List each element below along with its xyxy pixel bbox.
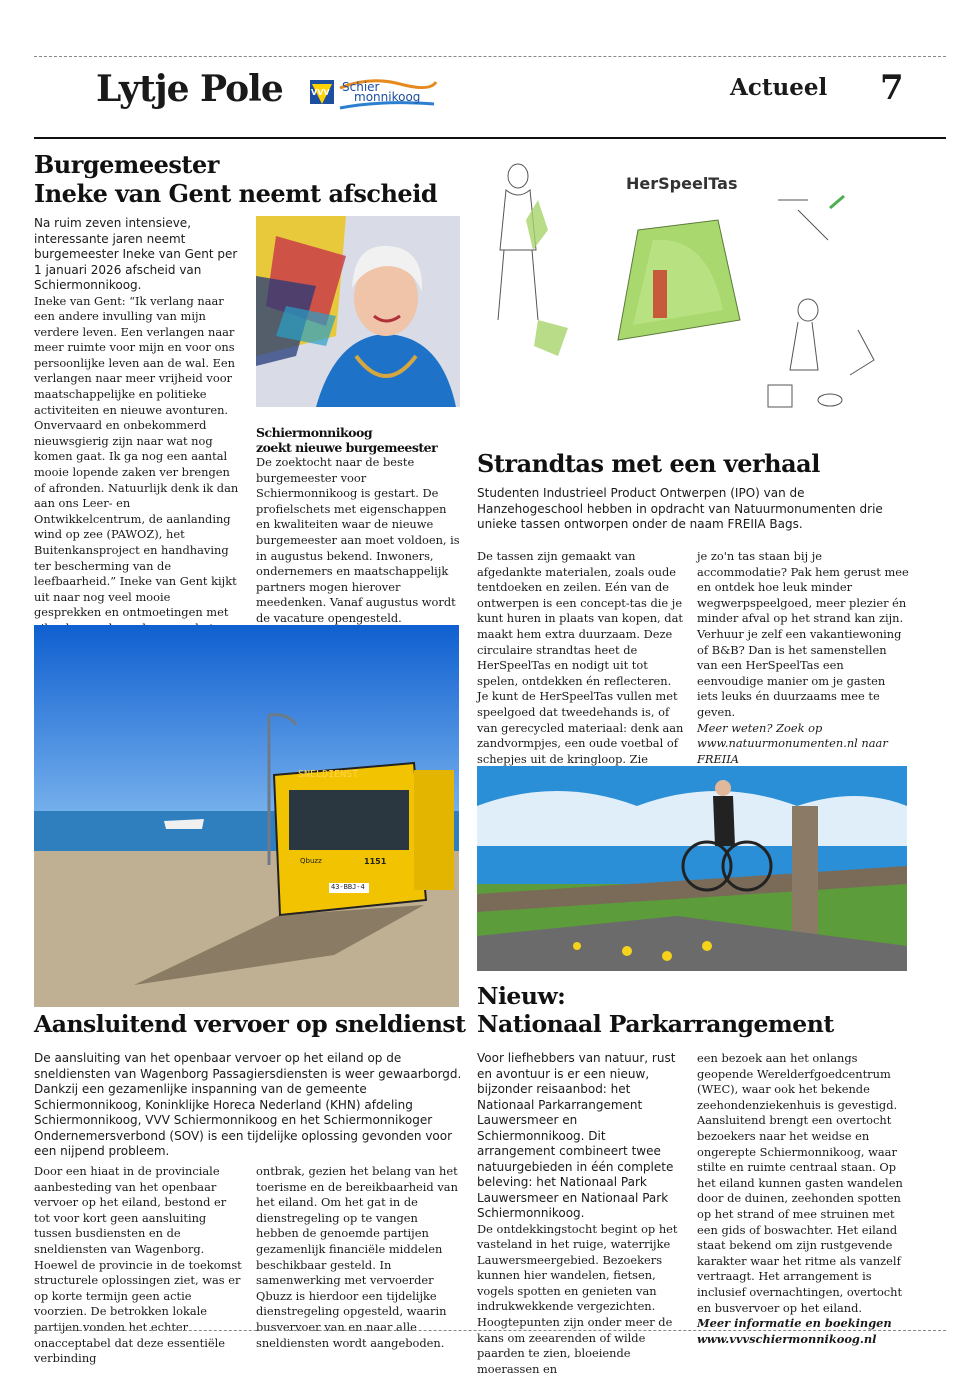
- mayor-photo: [256, 216, 460, 407]
- burgemeester-body: Ineke van Gent: “Ik verlang naar een andere invulling van mijn verdere leven. Een verlangen naar meer ruimte voor mijn en voor ons persoonlijke leven aan de wal. Een verlangen naar meer vrijheid voor maatschappelijke en politieke activiteiten en nieuwe avonturen. Onvervaard en onbekommerd nieuwsgierig zijn naar wat nog komen gaat. Ik ga nog een aantal mooie lopende zaken ver brengen of afronden. Natuurlijk denk ik dan aan ons Leer- en Ontwikkelcentrum, de aanlanding wind op zee (PAWOZ), het Buitenkansproject en handhaving ter bescherming van de leefbaarheid.” Ineke van Gent kijkt uit naar nog veel mooie gesprekken en ontmoetingen met: [34, 293, 239, 620]
- section-label: Actueel: [730, 74, 828, 101]
- herspeeltas-sketch: [478, 160, 910, 420]
- vervoer-col1: Door een hiaat in de provinciale aanbesteding van het openbaar vervoer op het eiland, bestond er tot voor kort geen aansluiting tussen busdiensten en de sneldiensten van Wagenborg. Hoewel de provincie in de toekomst structurele oplossingen ziet, was er op korte termijn geen actie voorzien. De betrokken lokale partijen vonden het echter onacceptabel dat deze essentiële verbinding: [34, 1164, 242, 1366]
- vvv-badge: VVV: [311, 88, 330, 97]
- schiermonnikoog-logo[interactable]: [310, 74, 438, 114]
- burgemeester-column: [34, 216, 240, 620]
- logo-text-bottom: monnikoog: [354, 90, 421, 104]
- strandtas-col2-block: [697, 549, 909, 767]
- bus-fleet-number: 1151: [364, 857, 387, 866]
- vacancy-block: [256, 425, 462, 627]
- bus-photo: [34, 625, 459, 1007]
- vervoer-col2: ontbrak, gezien het belang van het toerisme en de bereikbaarheid van het eiland. Om het gat in de dienstregeling op te vangen hebben de genoemde partijen gezamenlijk financiële middelen beschikbaar gesteld. In samenwerking met vervoerder Qbuzz is hierdoor een tijdelijke dienstregeling opgesteld, waarin busvervoer van en naar alle sneldiensten wordt aangeboden.: [256, 1164, 458, 1350]
- park-col1: De ontdekkingstocht begint op het vasteland in het ruige, waterrijke Lauwersmeergebied. Bezoekers kunnen hier wandelen, fietsen, vogels spotten en genieten van indrukwekkende vergezichten. Hoogtepunten zijn onder meer de kans om zeearenden of wilde paarden te zien, bloeiende moerassen en: [477, 1221, 678, 1376]
- burgemeester-headline: [34, 150, 454, 208]
- park-intro: Voor liefhebbers van natuur, rust en avontuur is er een nieuw, bijzonder reisaanbod: het Nationaal Parkarrangement Lauwersmeer en Schiermonnikoog. Dit arrangement combineert twee natuurgebieden in één complete beleving: het Nationaal Park Lauwersmeer en Nationaal Park Schiermonnikoog.: [477, 1051, 676, 1220]
- strandtas-col1: De tassen zijn gemaakt van afgedankte materialen, zoals oude tentdoeken en zeilen. Eén van de ontwerpen is een concept-tas die je kunt huren in plaats van kopen, dat maakt hem extra duurzaam. Deze circulaire strandtas heet de HerSpeelTas en nodigt uit tot spelen, ontdekken én reflecteren. Je kunt de HerSpeelTas vullen met speelgoed dat tweedehands is, of van gerecycled materiaal: denk aan zandvormpjes, een oude voetbal of schepjes uit de kringloop. Zie: [477, 549, 684, 766]
- burgemeester-headline-line2: Ineke van Gent neemt afscheid: [34, 179, 438, 208]
- vacancy-body: De zoektocht naar de beste burgemeester voor Schiermonnikoog is gestart. De profielschets met eigenschappen en kwaliteiten waar de nieuwe burgemeester aan moet voldoen, is in augustus bekend. Inwoners, ondernemers en maatschappelijk partners mogen hierover meedenken. Vanaf augustus wordt de vacature opengesteld.: [256, 455, 460, 625]
- park-col1-block: [477, 1051, 685, 1377]
- strandtas-intro: Studenten Industrieel Product Ontwerpen (IPO) van de Hanzehogeschool hebben in opdracht van Natuurmonumenten drie unieke tassen ontworpen onder de naam FREIIA Bags.: [477, 486, 883, 531]
- sketch-title: HerSpeelTas: [626, 174, 738, 193]
- bus-destination-sign: SNELDIENST: [298, 769, 359, 780]
- park-col2: een bezoek aan het onlangs geopende Werelderfgoedcentrum (WEC), waar ook het bekende zeehondenziekenhuis is gevestigd. Aansluitend brengt een overtocht bezoekers naar het weidse en ongerepte Schiermonnikoog, waar stilte en ruimte centraal staan. Op het eiland kunnen gasten wandelen door de duinen, zeehonden spotten op het strand of mee struinen met een gids of boswachter. Het eiland staat bekend om zijn rustgevende karakter waar het ritme als vanzelf vertraagt. Het arrangement is inclusief overnachtingen, overtocht en busvervoer op het eiland.: [697, 1051, 903, 1315]
- park-headline-line2: Nationaal Parkarrangement: [477, 1010, 834, 1038]
- strandtas-col2: je zo'n tas staan bij je accommodatie? Pak hem gerust mee en ontdek hoe leuk minder wegwerpspeelgoed, meer plezier én minder afval op het strand kan zijn. Verhuur je zelf een vakantiewoning of B&B? Dan is het samenstellen van een HerSpeelTas een eenvoudige manier om je gasten iets leuks én duurzaams mee te geven.: [697, 549, 909, 719]
- logo-text-top: Schier: [342, 80, 380, 94]
- strandtas-more-info: Meer weten? Zoek op www.natuurmonumenten.nl naar FREIIA: [697, 720, 888, 766]
- cyclist-photo: [477, 766, 907, 971]
- vervoer-headline: Aansluitend vervoer op sneldienst: [34, 1010, 466, 1038]
- park-col2-block: [697, 1051, 909, 1347]
- bus-brand: Qbuzz: [300, 857, 322, 865]
- vacancy-heading: [256, 425, 462, 455]
- park-headline-line1: Nieuw:: [477, 982, 566, 1010]
- sketch-illustration: [478, 160, 910, 420]
- burgemeester-headline-line1: Burgemeester: [34, 150, 219, 179]
- vacancy-heading-line2: zoekt nieuwe burgemeester: [256, 440, 438, 455]
- masthead: Lytje Pole: [96, 68, 283, 110]
- page-number: 7: [880, 68, 904, 108]
- vervoer-intro: De aansluiting van het openbaar vervoer op het eiland op de sneldiensten van Wagenborg Passagiersdiensten is weer gewaarborgd. Dankzij een gezamenlijke inspanning van de gemeente Schiermonnikoog, Koninklijke Horeca Nederland (KHN) afdeling Schiermonnikoog, VVV Schiermonnikoog en het Schiermonnikoger Ondernemersverbond (SOV) is een tijdelijke oplossing gevonden voor een nijpend probleem.: [34, 1051, 462, 1158]
- bus-license-plate: 43-BBJ-4: [331, 883, 365, 891]
- burgemeester-intro: Na ruim zeven intensieve, interessante jaren neemt burgemeester Ineke van Gent per 1 januari 2026 afscheid van Schiermonnikoog.: [34, 216, 238, 292]
- park-more-info-line2: www.vvvschiermonnikoog.nl: [697, 1331, 877, 1346]
- vacancy-heading-line1: Schiermonnikoog: [256, 425, 373, 440]
- strandtas-headline: Strandtas met een verhaal: [477, 449, 820, 478]
- park-more-info-line1: Meer informatie en boekingen: [697, 1316, 892, 1331]
- park-headline: [477, 982, 917, 1038]
